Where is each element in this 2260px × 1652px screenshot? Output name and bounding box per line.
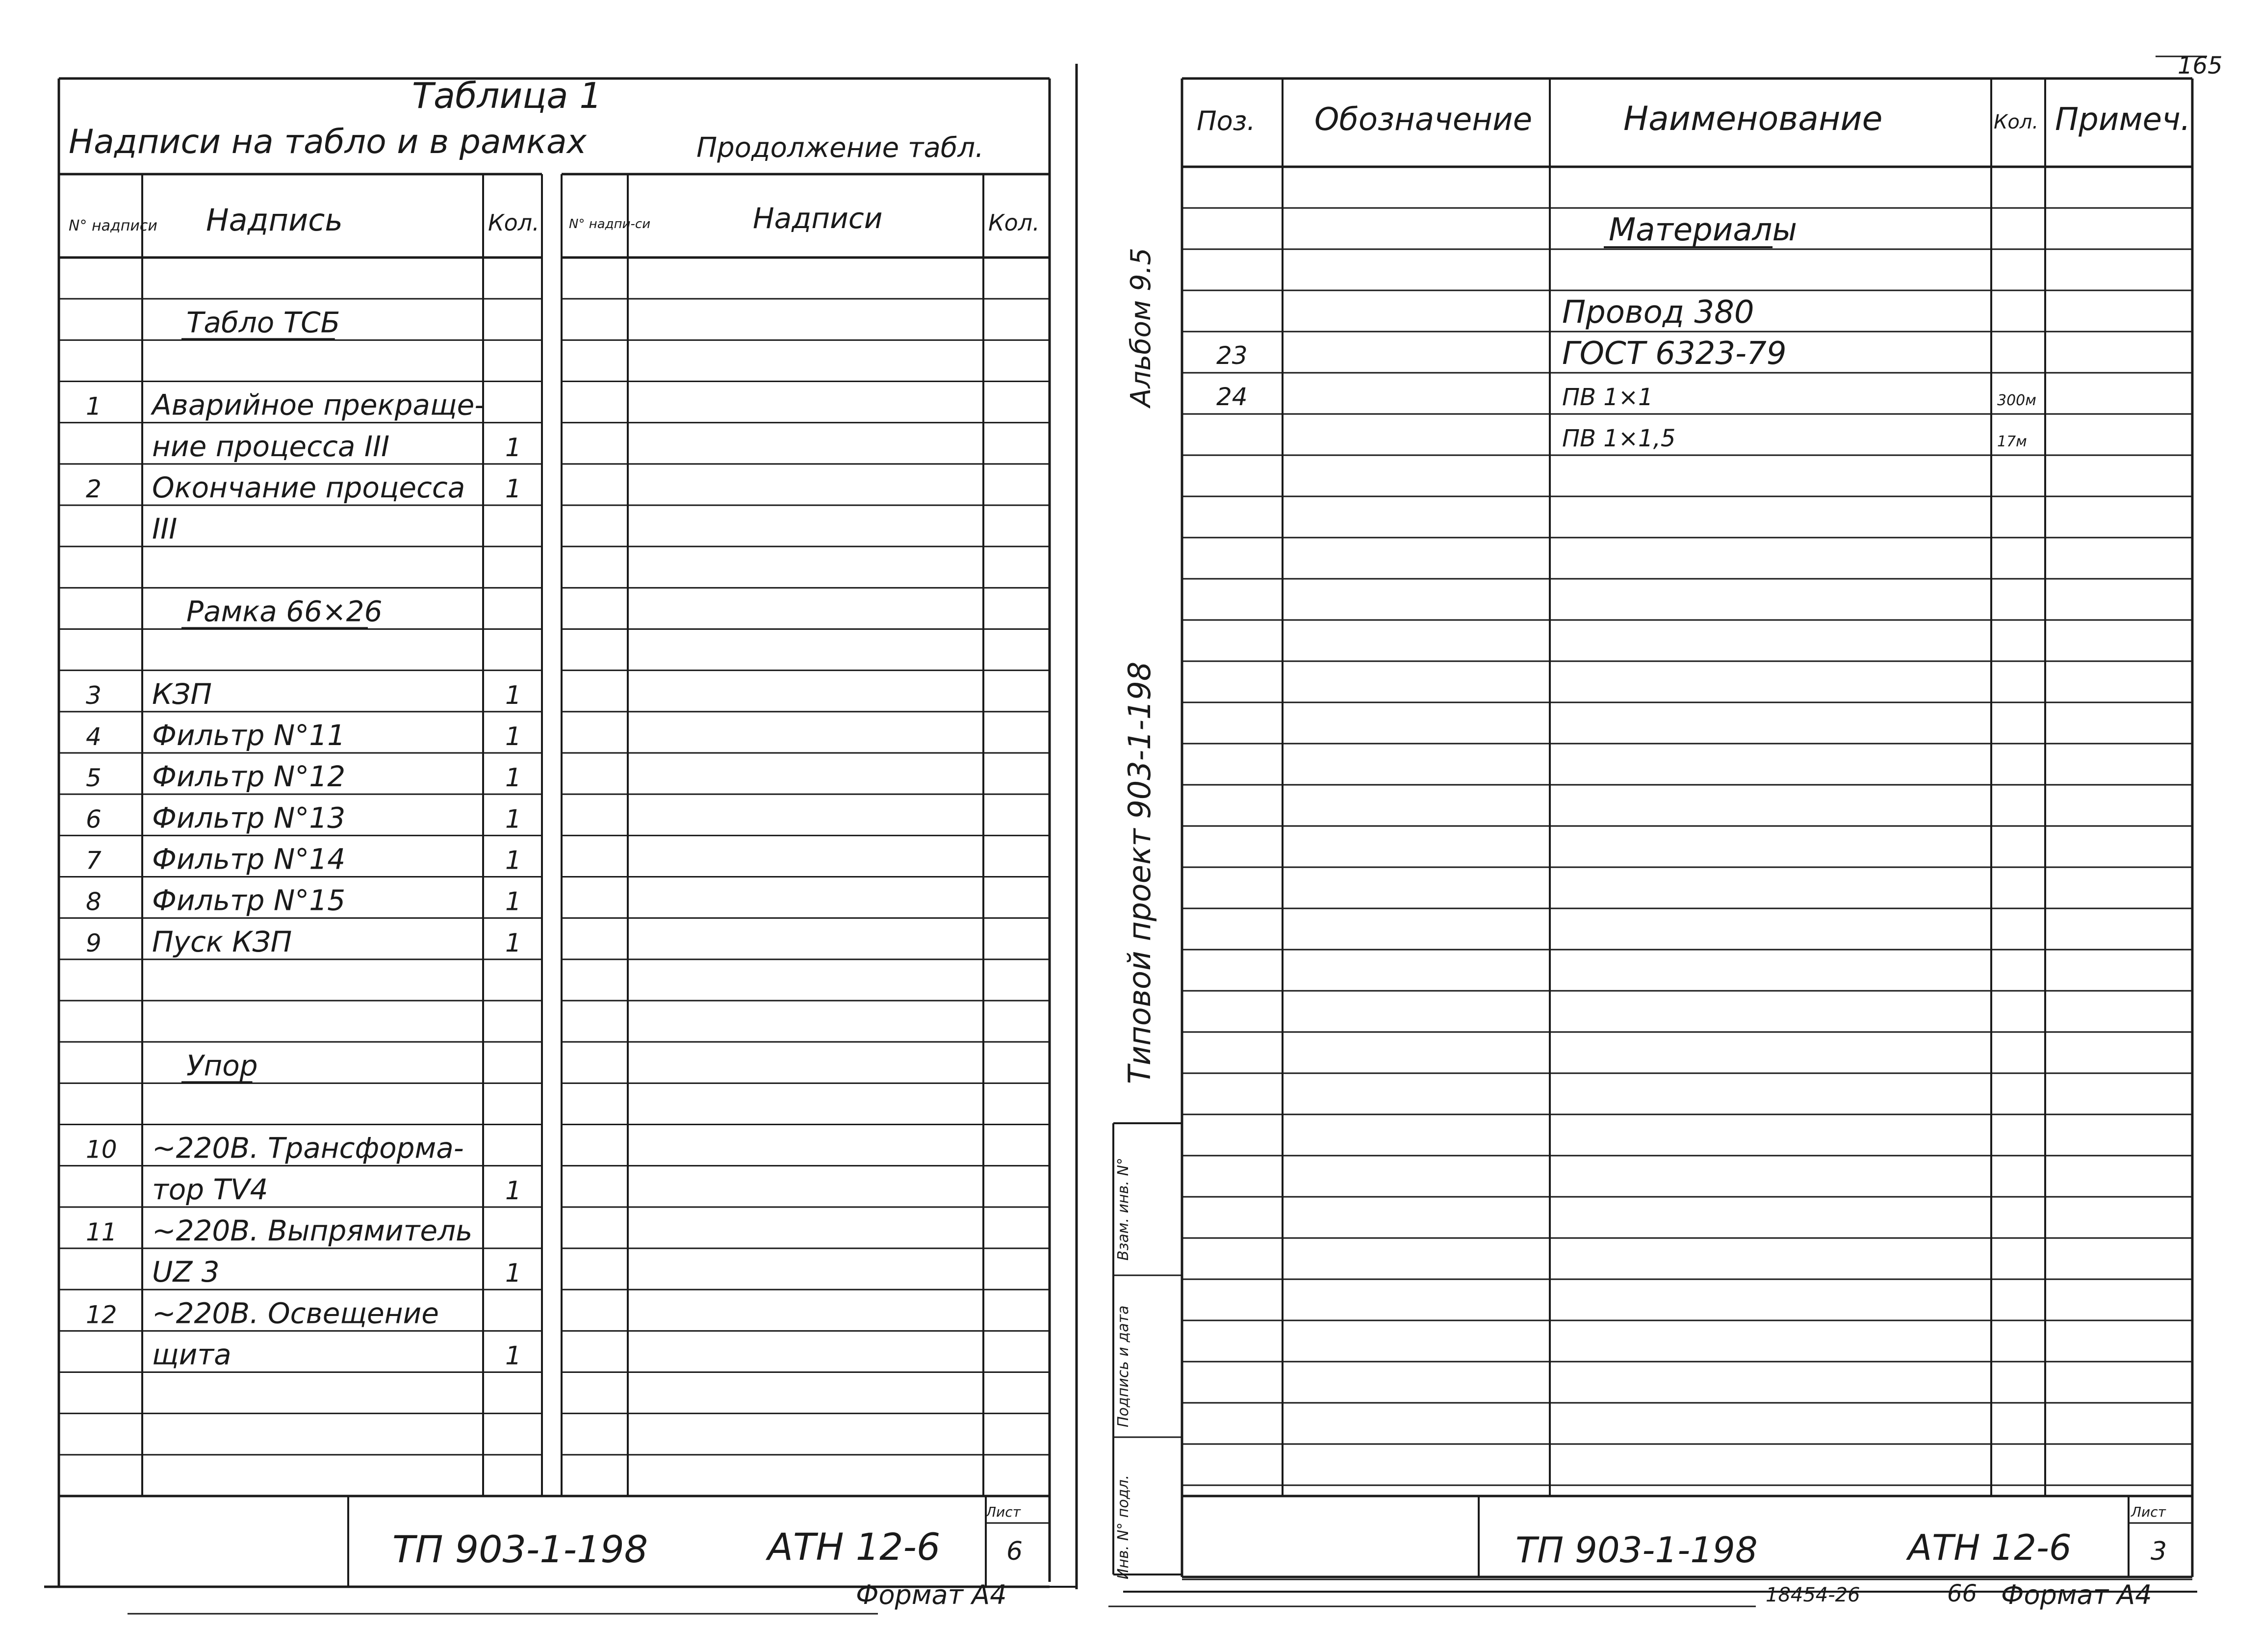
left-row-text: UZ 3 — [152, 1255, 220, 1289]
left-row-text: Фильтр N°11 — [152, 719, 346, 752]
left-row-qty: 1 — [505, 722, 522, 751]
right-row-name: Провод 380 — [1562, 294, 1754, 331]
left-row-qty: 1 — [505, 928, 522, 958]
left-row-text: ~220В. Трансформа- — [152, 1131, 464, 1165]
right-row-qty: 300м — [1997, 392, 2036, 409]
left-row-qty: 1 — [505, 846, 522, 876]
right-stamp-sheet-number: 3 — [2151, 1537, 2167, 1566]
right-footer-code: 18454-26 — [1766, 1584, 1860, 1606]
left-row-qty: 1 — [505, 804, 522, 834]
cont-header-qty: Кол. — [988, 209, 1040, 236]
left-row-qty: 1 — [505, 433, 522, 463]
left-row-num: 2 — [86, 475, 102, 503]
left-row-text: Фильтр N°12 — [152, 760, 346, 794]
left-row-num: 3 — [86, 681, 102, 710]
right-row-name: ПВ 1×1,5 — [1562, 425, 1676, 452]
cont-header-text: Надписи — [753, 202, 883, 235]
left-row-text: щита — [152, 1338, 231, 1371]
left-row-text: Пуск КЗП — [152, 925, 292, 958]
spine-stamp-label-2: Подпись и дата — [1115, 1305, 1132, 1427]
right-row-name: ГОСТ 6323-79 — [1562, 336, 1787, 372]
left-row-text: тор TV4 — [152, 1172, 268, 1206]
right-stamp-code: АТН 12-6 — [1908, 1527, 2072, 1568]
left-table-body — [86, 306, 521, 1371]
left-row-text: Окончание процесса — [152, 471, 465, 504]
spine-stamp-label-3: Взам. инв. N° — [1115, 1158, 1132, 1261]
left-row-text: ~220В. Освещение — [152, 1296, 439, 1330]
left-row-text: Рамка 66×26 — [186, 594, 383, 628]
table-caption: Таблица 1 — [412, 75, 602, 116]
left-row-text: КЗП — [152, 677, 212, 711]
left-row-text: Фильтр N°13 — [152, 801, 346, 835]
right-row-pos: 24 — [1216, 383, 1248, 411]
spine-stamp-label-1: Инв. N° подл. — [1115, 1474, 1132, 1579]
right-stamp-sheet-label: Лист — [2131, 1504, 2166, 1520]
page-number: 165 — [2178, 52, 2223, 79]
right-row-pos: 23 — [1216, 341, 1248, 370]
left-format: Формат А4 — [856, 1579, 1007, 1610]
left-row-num: 4 — [86, 723, 102, 751]
left-row-num: 11 — [86, 1218, 117, 1246]
left-row-num: 10 — [86, 1135, 117, 1164]
right-stamp-project: ТП 903-1-198 — [1515, 1529, 1758, 1571]
left-stamp-sheet-number: 6 — [1006, 1537, 1023, 1566]
table-title: Надписи на табло и в рамках — [69, 123, 587, 161]
spine-project: Типовой проект 903-1-198 — [1122, 661, 1157, 1084]
left-row-num: 5 — [86, 764, 102, 793]
right-row-name: ПВ 1×1 — [1562, 384, 1653, 411]
left-row-text: Аварийное прекраще- — [152, 388, 485, 422]
left-stamp-project: ТП 903-1-198 — [392, 1527, 648, 1571]
header-text: Надпись — [206, 202, 343, 238]
left-row-qty: 1 — [505, 887, 522, 917]
right-format: Формат А4 — [2001, 1579, 2152, 1610]
right-footer-num: 66 — [1947, 1580, 1978, 1607]
left-row-num: 1 — [86, 392, 102, 421]
left-row-qty: 1 — [505, 763, 522, 793]
left-row-text: Фильтр N°15 — [152, 883, 346, 917]
right-header-note: Примеч. — [2055, 102, 2191, 138]
right-header-name: Наименование — [1623, 100, 1883, 138]
left-row-text: ние процесса III — [152, 429, 390, 463]
left-row-qty: 1 — [505, 680, 522, 710]
left-row-qty: 1 — [505, 1259, 522, 1289]
left-row-text: ~220В. Выпрямитель — [152, 1214, 473, 1247]
spine-album: Альбом 9.5 — [1125, 247, 1157, 407]
left-row-text: Фильтр N°14 — [152, 842, 346, 876]
left-row-qty: 1 — [505, 474, 522, 504]
header-num: N° надписи — [69, 217, 157, 234]
right-row-qty: 17м — [1997, 433, 2027, 450]
right-header-pos: Поз. — [1197, 105, 1256, 136]
left-row-qty: 1 — [505, 1341, 522, 1371]
right-header-qty: Кол. — [1994, 111, 2039, 133]
left-row-qty: 1 — [505, 1176, 522, 1206]
left-row-text: III — [152, 512, 178, 546]
left-row-text: Упор — [186, 1049, 258, 1083]
left-row-num: 8 — [86, 887, 102, 916]
left-row-text: Табло ТСБ — [186, 306, 340, 339]
left-row-num: 9 — [86, 929, 102, 957]
left-row-num: 7 — [86, 846, 102, 875]
left-stamp-code: АТН 12-6 — [768, 1525, 941, 1569]
left-stamp-sheet-label: Лист — [986, 1504, 1021, 1520]
continuation-title: Продолжение табл. — [696, 132, 984, 164]
left-row-num: 12 — [86, 1300, 117, 1329]
cont-header-num: N° надпи-си — [569, 217, 651, 232]
right-row-name: Материалы — [1609, 212, 1797, 248]
right-header-designation: Обозначение — [1314, 102, 1533, 138]
left-row-num: 6 — [86, 805, 102, 834]
header-qty: Кол. — [488, 209, 539, 236]
